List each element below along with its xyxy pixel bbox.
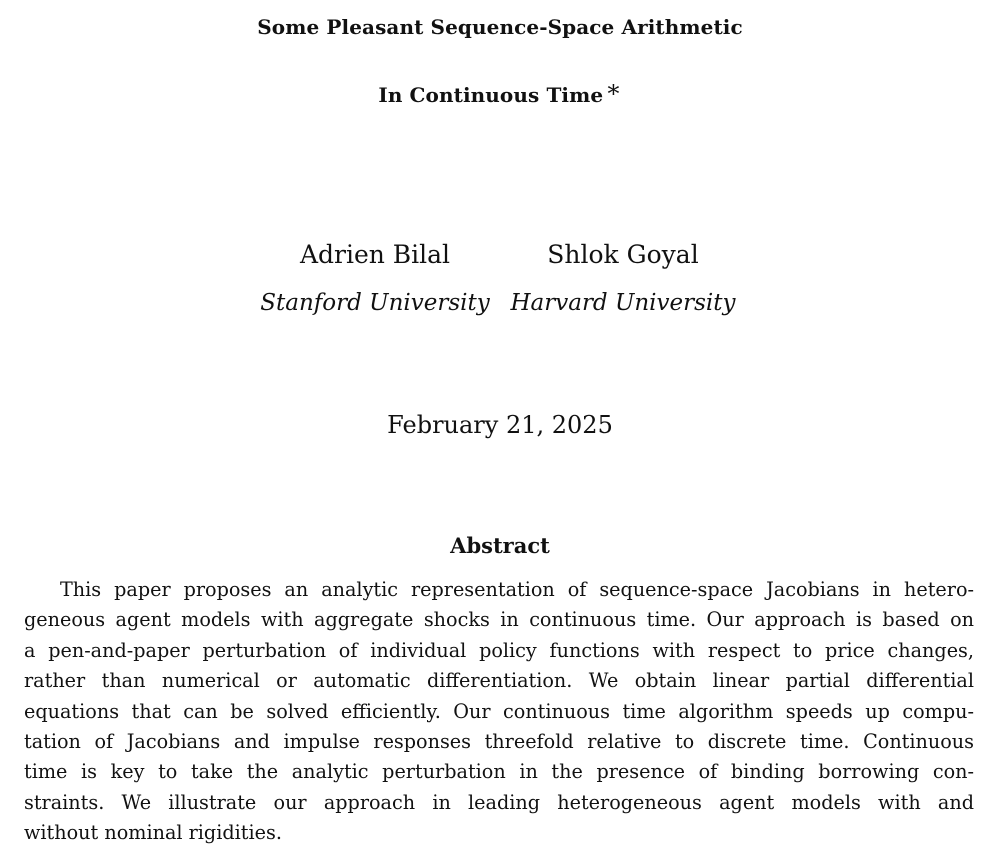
abstract-line: time is key to take the analytic perturbation in the presence of binding borrowing con-: [24, 760, 974, 784]
abstract-line: geneous agent models with aggregate shocks in continuous time. Our approach is based on: [24, 608, 974, 632]
abstract-line: This paper proposes an analytic representation of sequence-space Jacobians in hetero-: [60, 578, 974, 601]
title-text-line-2: In Continuous Time: [378, 83, 604, 107]
paper-title-line-2: [0, 70, 1000, 120]
paper-title-line-1: [0, 2, 1000, 52]
abstract-line: tation of Jacobians and impulse responses threefold relative to discrete time. Continuous: [24, 730, 974, 754]
abstract-line: straints. We illustrate our approach in leading heterogeneous agent models with and: [24, 790, 974, 814]
author-affiliation-1: Stanford University: [260, 290, 490, 316]
abstract-line: rather than numerical or automatic differentiation. We obtain linear partial differential: [24, 669, 974, 693]
author-name-1: Adrien Bilal: [299, 240, 451, 269]
title-text-line-1: Some Pleasant Sequence-Space Arithmetic: [257, 15, 743, 39]
abstract-line: a pen-and-paper perturbation of individual policy functions with respect to price changes,: [24, 638, 974, 662]
author-affiliation-2: Harvard University: [510, 290, 736, 316]
paper-date: February 21, 2025: [387, 411, 613, 439]
abstract-body: [24, 575, 974, 849]
abstract-line: equations that can be solved efficiently. Our continuous time algorithm speeds up compu-: [24, 699, 974, 723]
title-footnote-mark[interactable]: ∗: [605, 75, 622, 103]
author-name-2: Shlok Goyal: [547, 240, 699, 269]
abstract-line: without nominal rigidities.: [24, 821, 282, 845]
abstract-heading: Abstract: [450, 533, 550, 558]
